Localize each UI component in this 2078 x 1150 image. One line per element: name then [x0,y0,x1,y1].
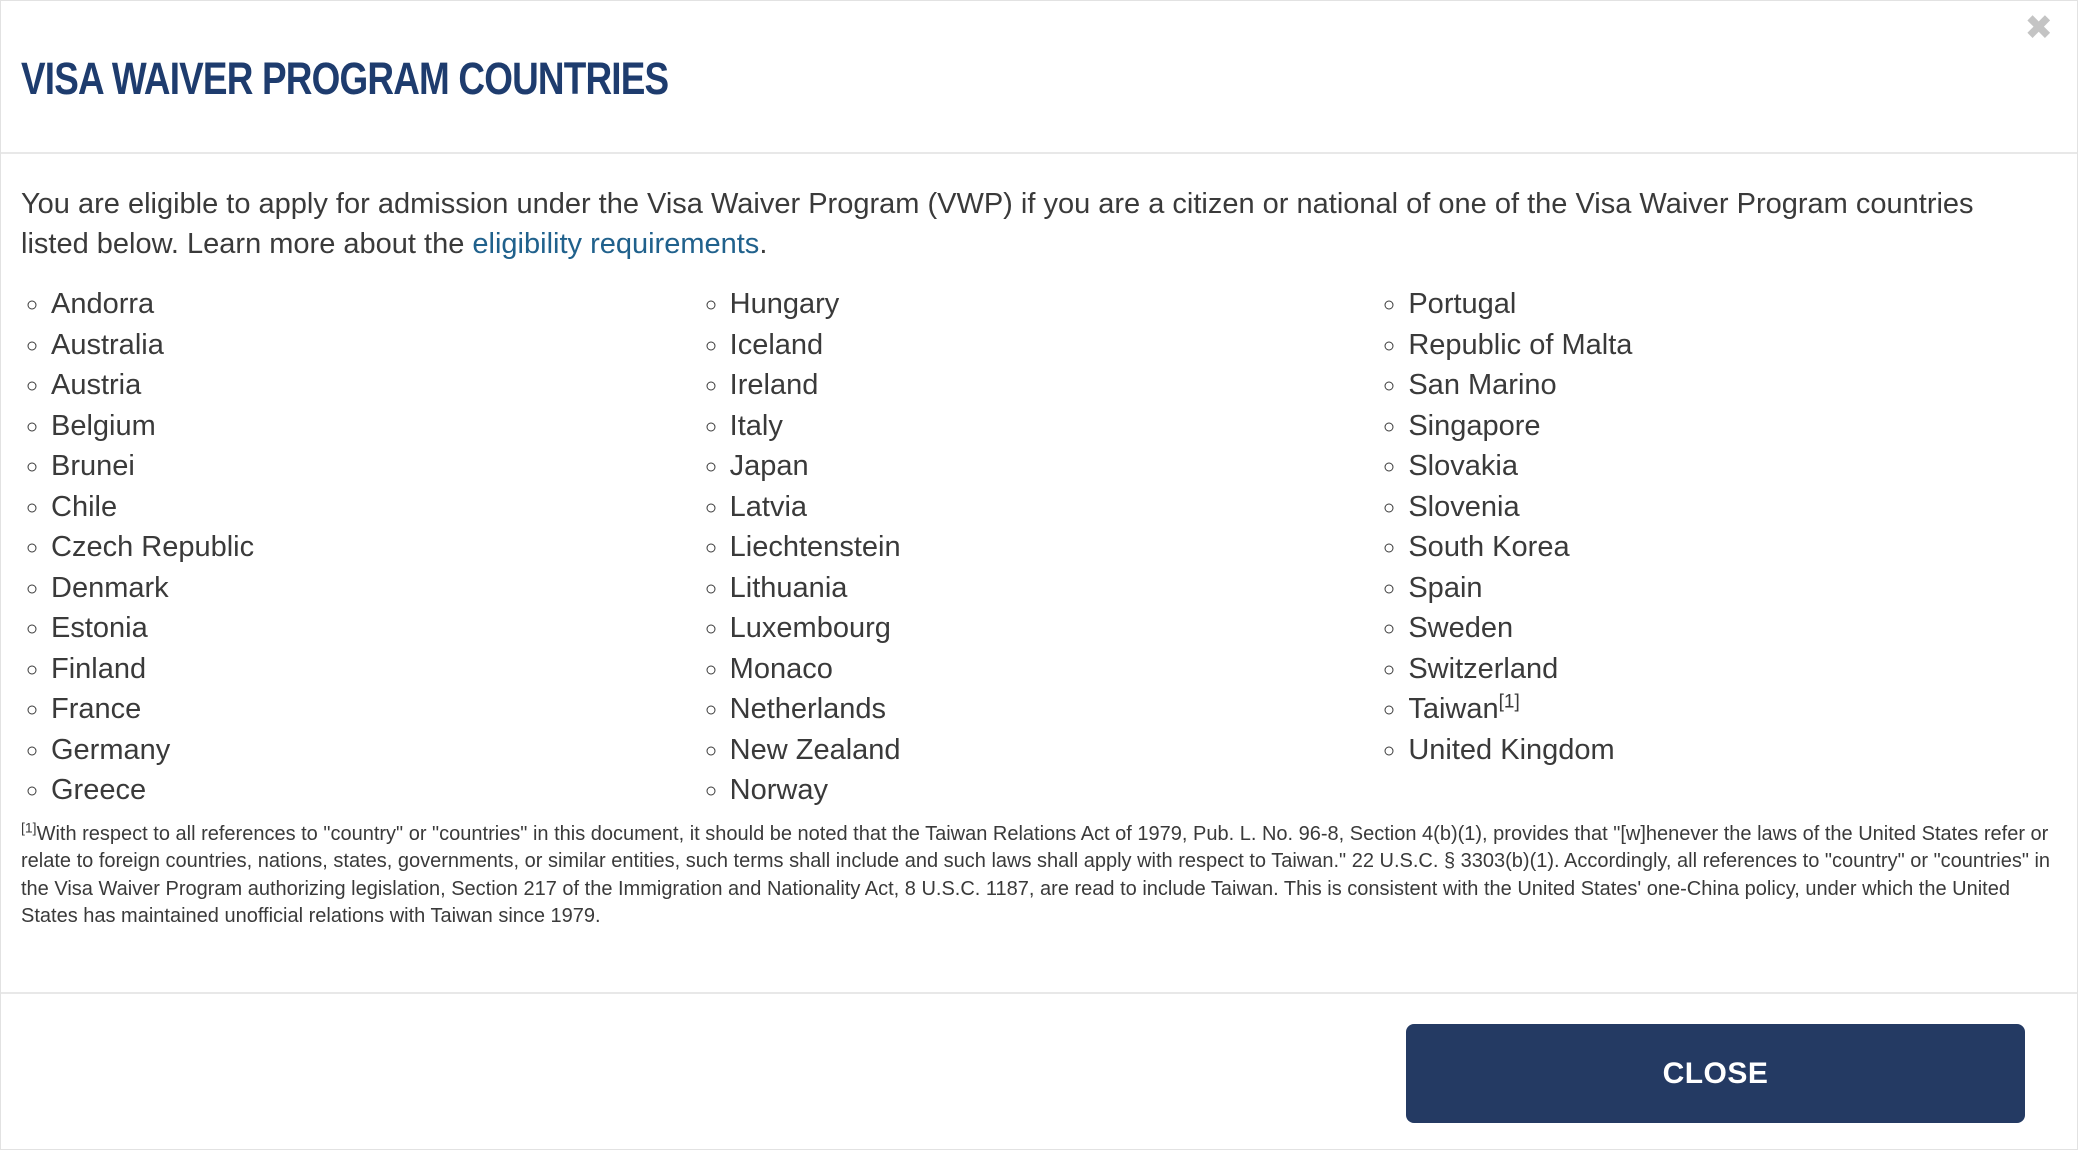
intro-text-before-link: You are eligible to apply for admission under the Visa Waiver Program (VWP) if you are a citizen or national of one of the Visa Waiver Program countries listed below. Learn more about the [21,188,1974,260]
country-item: ◦ United Kingdom [1408,730,2057,771]
country-item: ◦ Iceland [730,325,1379,366]
country-item: ◦ Japan [730,446,1379,487]
country-item: ◦ Hungary [730,284,1379,325]
close-icon[interactable]: ✖ [2024,8,2053,48]
country-item: ◦ Netherlands [730,689,1379,730]
close-button[interactable]: CLOSE [1406,1024,2025,1123]
country-item: ◦ Spain [1408,568,2057,609]
country-list-column-1 [21,284,700,811]
country-item: ◦ Taiwan[1] [1408,689,2057,730]
country-column-3 [1378,284,2057,811]
country-item: ◦ Chile [51,487,700,528]
country-item: ◦ San Marino [1408,365,2057,406]
footnote-text: With respect to all references to "country" or "countries" in this document, it should be noted that the Taiwan Relations Act of 1979, Pub. L. No. 96-8, Section 4(b)(1), provides that "[w]henever the laws of the United States refer or relate to foreign countries, nations, states, governments, or similar entities, such terms shall include and such laws shall apply with respect to Taiwan." 22 U.S.C. § 3303(b)(1). Accordingly, all references to "country" or "countries" in the Visa Waiver Program authorizing legislation, Section 217 of the Immigration and Nationality Act, 8 U.S.C. 1187, are read to include Taiwan. This is consistent with the United States' one-China policy, under which the United States has maintained unofficial relations with Taiwan since 1979. [21,822,2051,927]
country-item: ◦ Slovenia [1408,487,2057,528]
country-item: ◦ Andorra [51,284,700,325]
country-item: ◦ Germany [51,730,700,771]
intro-paragraph [21,184,2011,264]
footnote-paragraph [21,818,2057,931]
country-item: ◦ Sweden [1408,608,2057,649]
eligibility-requirements-link[interactable]: eligibility requirements [472,228,760,260]
country-column-1 [21,284,700,811]
country-item: ◦ Luxembourg [730,608,1379,649]
country-item: ◦ Slovakia [1408,446,2057,487]
country-item: ◦ Monaco [730,649,1379,690]
country-item: ◦ South Korea [1408,527,2057,568]
country-item: ◦ Australia [51,325,700,366]
country-item: ◦ Ireland [730,365,1379,406]
modal-footer [1,992,2077,1149]
country-list-column-3 [1378,284,2057,770]
country-item: ◦ Republic of Malta [1408,325,2057,366]
country-item: ◦ Greece [51,770,700,811]
modal-header [1,1,2077,154]
country-item: ◦ Singapore [1408,406,2057,447]
country-item: ◦ Norway [730,770,1379,811]
footnote-marker: [1] [21,818,37,835]
country-item: ◦ Switzerland [1408,649,2057,690]
modal-body [1,156,2077,931]
country-columns [21,284,2057,811]
country-item: ◦ Latvia [730,487,1379,528]
country-item: ◦ Czech Republic [51,527,700,568]
country-item: ◦ Austria [51,365,700,406]
country-column-2 [700,284,1379,811]
country-item: ◦ Brunei [51,446,700,487]
country-item: ◦ Denmark [51,568,700,609]
country-item: ◦ Lithuania [730,568,1379,609]
country-item: ◦ Portugal [1408,284,2057,325]
country-item: ◦ Belgium [51,406,700,447]
country-item: ◦ Estonia [51,608,700,649]
modal-title: VISA WAIVER PROGRAM COUNTRIES [21,53,669,104]
country-item: ◦ Liechtenstein [730,527,1379,568]
country-item: ◦ Finland [51,649,700,690]
country-item: ◦ France [51,689,700,730]
footnote-reference: [1] [1498,691,1520,713]
intro-text-after-link: . [759,228,768,260]
country-item: ◦ New Zealand [730,730,1379,771]
country-item: ◦ Italy [730,406,1379,447]
country-list-column-2 [700,284,1379,811]
